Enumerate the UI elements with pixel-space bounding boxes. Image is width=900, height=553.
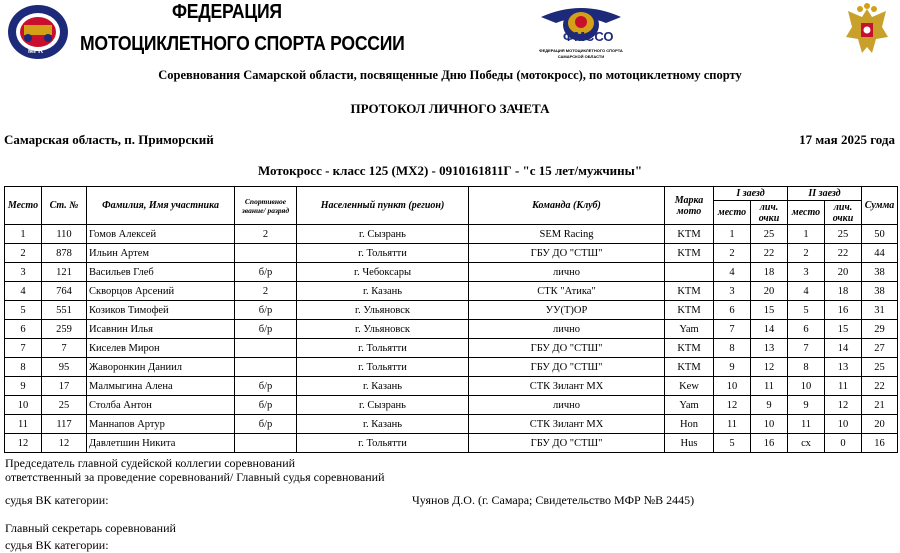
table-row xyxy=(5,244,898,263)
row-team: СТК "Атика" xyxy=(469,282,665,301)
row-sum: 38 xyxy=(862,282,898,301)
row-heat1-place: 8 xyxy=(714,339,751,358)
row-place: 5 xyxy=(5,301,42,320)
row-brand: Kew xyxy=(665,377,714,396)
header-number: Ст. № xyxy=(42,187,87,225)
row-rank: б/р xyxy=(235,377,297,396)
row-heat1-points: 15 xyxy=(751,301,788,320)
row-heat1-points: 11 xyxy=(751,377,788,396)
row-brand xyxy=(665,263,714,282)
row-rank: б/р xyxy=(235,320,297,339)
row-heat2-points: 16 xyxy=(825,301,862,320)
row-city: г. Тольятти xyxy=(297,434,469,453)
row-heat2-place: 7 xyxy=(788,339,825,358)
header-heat1-points: лич. очки xyxy=(751,201,788,225)
row-heat1-points: 25 xyxy=(751,225,788,244)
row-heat2-points: 22 xyxy=(825,244,862,263)
row-place: 3 xyxy=(5,263,42,282)
fmsso-logo xyxy=(536,3,626,65)
row-team: ГБУ ДО "СТШ" xyxy=(469,339,665,358)
row-name: Козиков Тимофей xyxy=(87,301,235,320)
row-heat1-place: 7 xyxy=(714,320,751,339)
row-name: Ильин Артем xyxy=(87,244,235,263)
row-team: SEM Racing xyxy=(469,225,665,244)
row-heat2-place: 10 xyxy=(788,377,825,396)
fmsso-caption-2: САМАРСКОЙ ОБЛАСТИ xyxy=(557,54,605,59)
event-title: Соревнования Самарской области, посвященные Дню Победы (мотокросс), по мотоциклетному спорту xyxy=(158,68,742,82)
row-team: ГБУ ДО "СТШ" xyxy=(469,358,665,377)
row-city: г. Ульяновск xyxy=(297,301,469,320)
row-heat1-points: 22 xyxy=(751,244,788,263)
row-heat1-place: 6 xyxy=(714,301,751,320)
table-row xyxy=(5,415,898,434)
row-number: 259 xyxy=(42,320,87,339)
row-sum: 27 xyxy=(862,339,898,358)
row-name: Гомов Алексей xyxy=(87,225,235,244)
row-heat1-place: 12 xyxy=(714,396,751,415)
row-heat2-place: 9 xyxy=(788,396,825,415)
row-place: 12 xyxy=(5,434,42,453)
table-row xyxy=(5,434,898,453)
row-rank: б/р xyxy=(235,263,297,282)
row-team: СТК Зилант МХ xyxy=(469,377,665,396)
row-number: 764 xyxy=(42,282,87,301)
row-brand: KTM xyxy=(665,358,714,377)
row-brand: KTM xyxy=(665,282,714,301)
row-number: 95 xyxy=(42,358,87,377)
row-city: г. Сызрань xyxy=(297,225,469,244)
row-city: г. Казань xyxy=(297,377,469,396)
fmsso-logo-text: ФМССО xyxy=(563,29,614,44)
row-place: 9 xyxy=(5,377,42,396)
row-heat1-points: 13 xyxy=(751,339,788,358)
row-heat2-points: 15 xyxy=(825,320,862,339)
row-heat2-points: 18 xyxy=(825,282,862,301)
row-brand: KTM xyxy=(665,339,714,358)
row-number: 25 xyxy=(42,396,87,415)
row-rank: 2 xyxy=(235,225,297,244)
row-heat2-points: 25 xyxy=(825,225,862,244)
row-heat1-points: 9 xyxy=(751,396,788,415)
row-place: 11 xyxy=(5,415,42,434)
row-place: 7 xyxy=(5,339,42,358)
table-row xyxy=(5,339,898,358)
row-name: Маннапов Артур xyxy=(87,415,235,434)
row-place: 6 xyxy=(5,320,42,339)
row-heat1-place: 2 xyxy=(714,244,751,263)
row-city: г. Казань xyxy=(297,415,469,434)
header-heat1: I заезд xyxy=(714,187,788,201)
row-rank xyxy=(235,358,297,377)
row-number: 12 xyxy=(42,434,87,453)
row-city: г. Сызрань xyxy=(297,396,469,415)
table-row xyxy=(5,396,898,415)
judge-category: судья ВК категории: xyxy=(5,493,109,507)
row-heat1-place: 11 xyxy=(714,415,751,434)
row-heat2-place: сх xyxy=(788,434,825,453)
mfr-logo xyxy=(6,3,70,61)
row-number: 551 xyxy=(42,301,87,320)
row-place: 4 xyxy=(5,282,42,301)
results-table xyxy=(4,186,898,453)
row-rank xyxy=(235,434,297,453)
row-city: г. Тольятти xyxy=(297,339,469,358)
row-heat1-place: 4 xyxy=(714,263,751,282)
row-sum: 25 xyxy=(862,358,898,377)
row-heat2-place: 6 xyxy=(788,320,825,339)
row-rank: 2 xyxy=(235,282,297,301)
row-heat2-points: 20 xyxy=(825,263,862,282)
table-row xyxy=(5,263,898,282)
class-title: Мотокросс - класс 125 (МХ2) - 0910161811Г - "с 15 лет/мужчины" xyxy=(257,163,643,178)
mfr-logo-text: MFR xyxy=(28,48,44,55)
table-row xyxy=(5,282,898,301)
row-name: Давлетшин Никита xyxy=(87,434,235,453)
chairman-line1: Председатель главной судейской коллегии соревнований xyxy=(5,456,296,470)
row-heat2-place: 2 xyxy=(788,244,825,263)
row-number: 110 xyxy=(42,225,87,244)
row-heat2-points: 0 xyxy=(825,434,862,453)
row-brand: Yam xyxy=(665,396,714,415)
row-brand: KTM xyxy=(665,244,714,263)
protocol-title: ПРОТОКОЛ ЛИЧНОГО ЗАЧЕТА xyxy=(350,101,550,116)
row-number: 121 xyxy=(42,263,87,282)
header-team: Команда (Клуб) xyxy=(469,187,665,225)
row-sum: 20 xyxy=(862,415,898,434)
row-team: ГБУ ДО "СТШ" xyxy=(469,244,665,263)
row-sum: 29 xyxy=(862,320,898,339)
row-heat1-points: 10 xyxy=(751,415,788,434)
row-name: Столба Антон xyxy=(87,396,235,415)
header-place: Место xyxy=(5,187,42,225)
header-sum: Сумма xyxy=(862,187,898,225)
row-name: Васильев Глеб xyxy=(87,263,235,282)
row-place: 10 xyxy=(5,396,42,415)
row-sum: 38 xyxy=(862,263,898,282)
header-city: Населенный пункт (регион) xyxy=(297,187,469,225)
row-heat2-place: 8 xyxy=(788,358,825,377)
row-brand: KTM xyxy=(665,225,714,244)
row-name: Малмыгина Алена xyxy=(87,377,235,396)
row-heat1-points: 12 xyxy=(751,358,788,377)
row-rank xyxy=(235,244,297,263)
row-heat1-place: 10 xyxy=(714,377,751,396)
header-rank: Спортивное звание/ разряд xyxy=(235,187,297,225)
row-heat2-points: 13 xyxy=(825,358,862,377)
chairman-line2: ответственный за проведение соревнований/ Главный судья соревнований xyxy=(5,470,385,484)
row-sum: 22 xyxy=(862,377,898,396)
table-row xyxy=(5,301,898,320)
row-place: 1 xyxy=(5,225,42,244)
row-city: г. Тольятти xyxy=(297,244,469,263)
row-heat2-place: 4 xyxy=(788,282,825,301)
row-sum: 16 xyxy=(862,434,898,453)
row-heat1-place: 5 xyxy=(714,434,751,453)
row-brand: Yam xyxy=(665,320,714,339)
row-team: лично xyxy=(469,320,665,339)
row-number: 7 xyxy=(42,339,87,358)
fmsso-caption-1: ФЕДЕРАЦИЯ МОТОЦИКЛЕТНОГО СПОРТА xyxy=(539,48,623,53)
event-location: Самарская область, п. Приморский xyxy=(4,132,214,147)
row-place: 2 xyxy=(5,244,42,263)
row-brand: KTM xyxy=(665,301,714,320)
row-team: лично xyxy=(469,396,665,415)
row-sum: 50 xyxy=(862,225,898,244)
row-team: ГБУ ДО "СТШ" xyxy=(469,434,665,453)
header-brand: Марка мото xyxy=(665,187,714,225)
row-rank: б/р xyxy=(235,415,297,434)
row-sum: 21 xyxy=(862,396,898,415)
row-heat1-place: 9 xyxy=(714,358,751,377)
row-number: 878 xyxy=(42,244,87,263)
row-team: СТК Зилант МХ xyxy=(469,415,665,434)
row-sum: 31 xyxy=(862,301,898,320)
federation-title-line2: МОТОЦИКЛЕТНОГО СПОРТА РОССИИ xyxy=(80,33,405,55)
row-heat1-place: 3 xyxy=(714,282,751,301)
row-heat1-place: 1 xyxy=(714,225,751,244)
row-heat2-place: 3 xyxy=(788,263,825,282)
header-heat2-points: лич. очки xyxy=(825,201,862,225)
row-number: 117 xyxy=(42,415,87,434)
row-name: Исавнин Илья xyxy=(87,320,235,339)
row-city: г. Тольятти xyxy=(297,358,469,377)
row-sum: 44 xyxy=(862,244,898,263)
table-row xyxy=(5,225,898,244)
row-city: г. Ульяновск xyxy=(297,320,469,339)
header-heat2-place: место xyxy=(788,201,825,225)
row-name: Жаворонкин Даниил xyxy=(87,358,235,377)
row-heat2-points: 11 xyxy=(825,377,862,396)
row-heat2-points: 10 xyxy=(825,415,862,434)
judge-name: Чуянов Д.О. (г. Самара; Свидетельство МФР №В 2445) xyxy=(412,493,695,507)
row-heat2-points: 12 xyxy=(825,396,862,415)
row-heat2-place: 11 xyxy=(788,415,825,434)
row-team: УУ(Т)ОР xyxy=(469,301,665,320)
row-brand: Hon xyxy=(665,415,714,434)
row-name: Киселев Мирон xyxy=(87,339,235,358)
header-heat1-place: место xyxy=(714,201,751,225)
row-place: 8 xyxy=(5,358,42,377)
row-rank: б/р xyxy=(235,396,297,415)
row-rank: б/р xyxy=(235,301,297,320)
row-brand: Hus xyxy=(665,434,714,453)
row-rank xyxy=(235,339,297,358)
secretary-title: Главный секретарь соревнований xyxy=(5,521,176,535)
secretary-category: судья ВК категории: xyxy=(5,538,109,552)
header-heat2: II заезд xyxy=(788,187,862,201)
row-heat1-points: 16 xyxy=(751,434,788,453)
header-name: Фамилия, Имя участника xyxy=(87,187,235,225)
row-team: лично xyxy=(469,263,665,282)
row-heat2-place: 5 xyxy=(788,301,825,320)
row-city: г. Чебоксары xyxy=(297,263,469,282)
table-row xyxy=(5,358,898,377)
row-heat2-place: 1 xyxy=(788,225,825,244)
table-row xyxy=(5,320,898,339)
russia-coat-of-arms-icon xyxy=(842,3,892,58)
row-name: Скворцов Арсений xyxy=(87,282,235,301)
event-date: 17 мая 2025 года xyxy=(799,132,895,147)
row-city: г. Казань xyxy=(297,282,469,301)
row-heat1-points: 14 xyxy=(751,320,788,339)
row-number: 17 xyxy=(42,377,87,396)
row-heat1-points: 18 xyxy=(751,263,788,282)
federation-title-line1: ФЕДЕРАЦИЯ xyxy=(172,1,282,23)
table-row xyxy=(5,377,898,396)
row-heat2-points: 14 xyxy=(825,339,862,358)
row-heat1-points: 20 xyxy=(751,282,788,301)
